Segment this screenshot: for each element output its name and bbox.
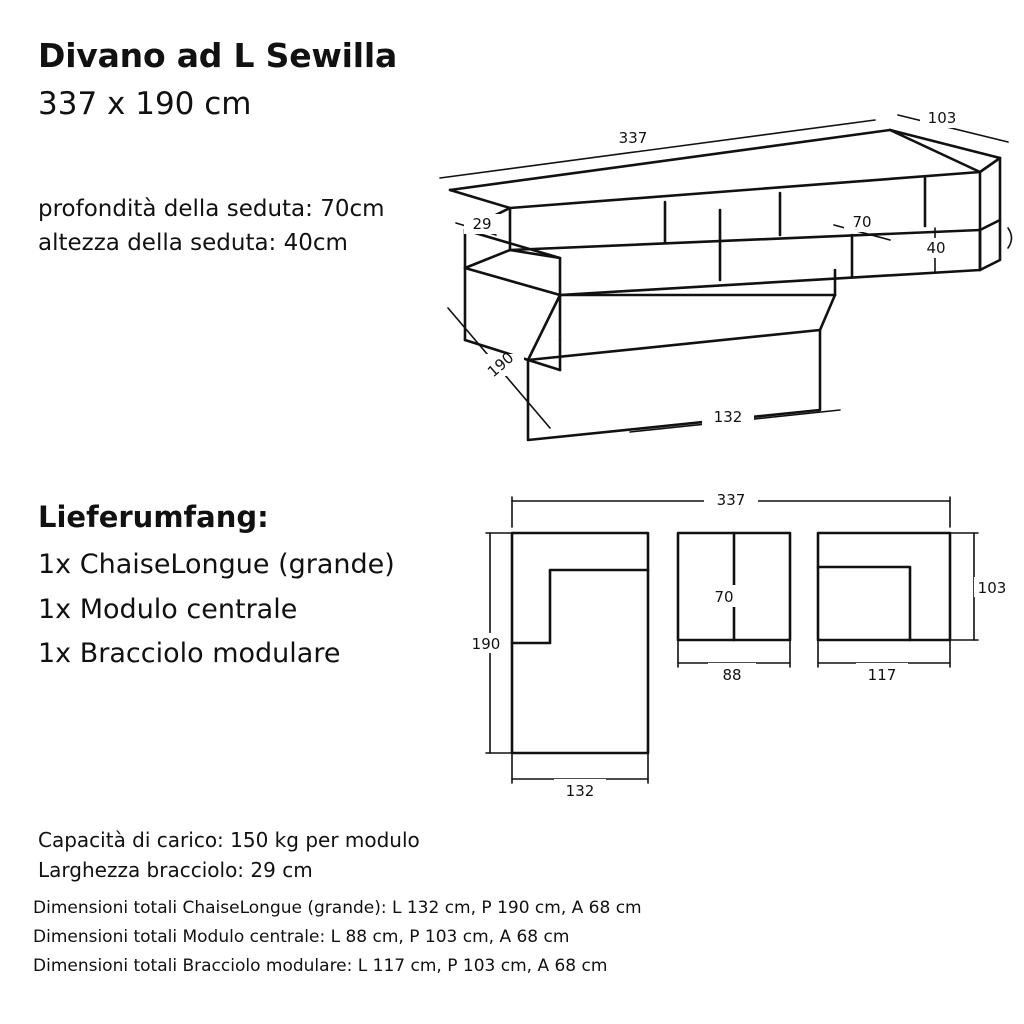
footer-total-module: Dimensioni totali Modulo centrale: L 88 cm, P 103 cm, A 68 cm xyxy=(33,927,570,947)
dim-chaise-depth: 190 xyxy=(483,348,518,381)
spec-seat-depth: profondità della seduta: 70cm xyxy=(38,196,385,222)
plan-dim-armrest-width: 117 xyxy=(867,666,897,684)
plan-dim-module-depth: 103 xyxy=(977,579,1007,597)
plan-dim-module-width: 88 xyxy=(722,666,742,684)
scope-item: 1x Bracciolo modulare xyxy=(38,638,341,669)
footer-load-capacity: Capacità di carico: 150 kg per modulo xyxy=(38,828,420,852)
spec-seat-height: altezza della seduta: 40cm xyxy=(38,230,348,256)
page-title: Divano ad L Sewilla xyxy=(38,36,398,75)
dim-depth-right: 103 xyxy=(927,109,957,127)
dim-seat-height: 40 xyxy=(926,239,946,257)
plan-dim-total-width: 337 xyxy=(716,491,746,509)
footer-total-armrest: Dimensioni totali Bracciolo modulare: L 117 cm, P 103 cm, A 68 cm xyxy=(33,956,608,976)
plan-dim-chaise-width: 132 xyxy=(565,782,595,800)
scope-item: 1x ChaiseLongue (grande) xyxy=(38,549,395,580)
plan-dim-chaise-depth: 190 xyxy=(471,635,501,653)
plan-drawing xyxy=(450,485,1010,805)
footer-armrest-width: Larghezza bracciolo: 29 cm xyxy=(38,858,313,882)
dim-chaise-width: 132 xyxy=(713,408,743,426)
plan-svg xyxy=(450,485,1010,805)
plan-dim-seat-depth: 70 xyxy=(714,588,734,606)
scope-item: 1x Modulo centrale xyxy=(38,594,298,625)
dim-seat-depth: 70 xyxy=(852,213,872,231)
perspective-drawing xyxy=(420,80,1020,450)
footer-total-chaise: Dimensioni totali ChaiseLongue (grande): L 132 cm, P 190 cm, A 68 cm xyxy=(33,898,642,918)
dim-armrest-width: 29 xyxy=(472,215,492,233)
scope-heading: Lieferumfang: xyxy=(38,500,269,534)
perspective-svg xyxy=(420,80,1020,450)
dim-total-width: 337 xyxy=(618,129,648,147)
page-subtitle: 337 x 190 cm xyxy=(38,86,252,122)
